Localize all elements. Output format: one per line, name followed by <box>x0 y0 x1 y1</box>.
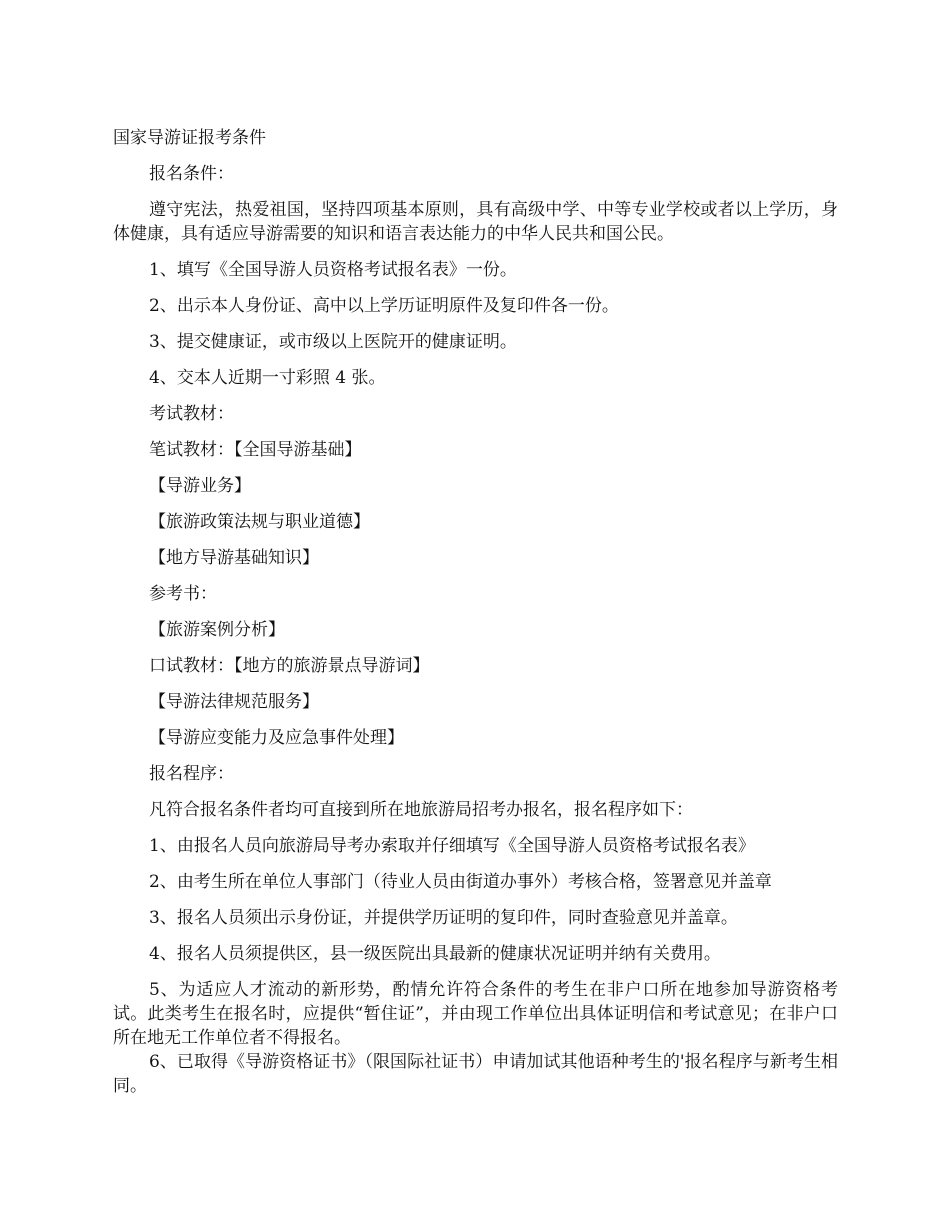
procedure-intro: 凡符合报名条件者均可直接到所在地旅游局招考办报名，报名程序如下： <box>149 800 693 820</box>
written-textbook-4: 【地方导游基础知识】 <box>149 548 319 568</box>
procedure-step-2: 2、由考生所在单位人事部门（待业人员由街道办事外）考核合格，签署意见并盖章 <box>149 872 772 892</box>
written-textbook-3: 【旅游政策法规与职业道德】 <box>149 512 370 532</box>
paragraph-eligibility: 遵守宪法，热爱祖国，坚持四项基本原则，具有高级中学、中等专业学校或者以上学历，身体健康，具有适应导游需要的知识和语言表达能力的中华人民共和国公民。 <box>113 200 838 244</box>
section-heading-reference-books: 参考书： <box>149 584 217 604</box>
section-heading-registration-procedure: 报名程序： <box>149 764 234 784</box>
oral-textbook-1: 口试教材：【地方的旅游景点导游词】 <box>149 656 430 676</box>
document-title: 国家导游证报考条件 <box>113 128 266 148</box>
list-item-condition-1: 1、填写《全国导游人员资格考试报名表》一份。 <box>149 260 517 280</box>
reference-book-1: 【旅游案例分析】 <box>149 620 285 640</box>
oral-textbook-3: 【导游应变能力及应急事件处理】 <box>149 728 404 748</box>
list-item-condition-4: 4、交本人近期一寸彩照 4 张。 <box>149 368 386 388</box>
procedure-step-5: 5、为适应人才流动的新形势，酌情允许符合条件的考生在非户口所在地参加导游资格考试。此类考生在报名时，应提供“暂住证”，并由现工作单位出具体证明信和考试意见；在非户口所在地无工作单位者不得报名。 <box>113 980 838 1048</box>
procedure-step-6: 6、已取得《导游资格证书》（限国际社证书）申请加试其他语种考生的'报名程序与新考生相同。 <box>113 1052 838 1096</box>
procedure-step-1: 1、由报名人员向旅游局导考办索取并仔细填写《全国导游人员资格考试报名表》 <box>149 836 755 856</box>
written-textbook-2: 【导游业务】 <box>149 476 251 496</box>
list-item-condition-2: 2、出示本人身份证、高中以上学历证明原件及复印件各一份。 <box>149 296 619 316</box>
procedure-step-3: 3、报名人员须出示身份证，并提供学历证明的复印件，同时查验意见并盖章。 <box>149 908 738 928</box>
written-textbook-1: 笔试教材：【全国导游基础】 <box>149 440 362 460</box>
list-item-condition-3: 3、提交健康证，或市级以上医院开的健康证明。 <box>149 332 517 352</box>
section-heading-textbooks: 考试教材： <box>149 404 234 424</box>
procedure-step-4: 4、报名人员须提供区，县一级医院出具最新的健康状况证明并纳有关费用。 <box>149 944 721 964</box>
section-heading-registration-conditions: 报名条件： <box>149 164 234 184</box>
oral-textbook-2: 【导游法律规范服务】 <box>149 692 319 712</box>
